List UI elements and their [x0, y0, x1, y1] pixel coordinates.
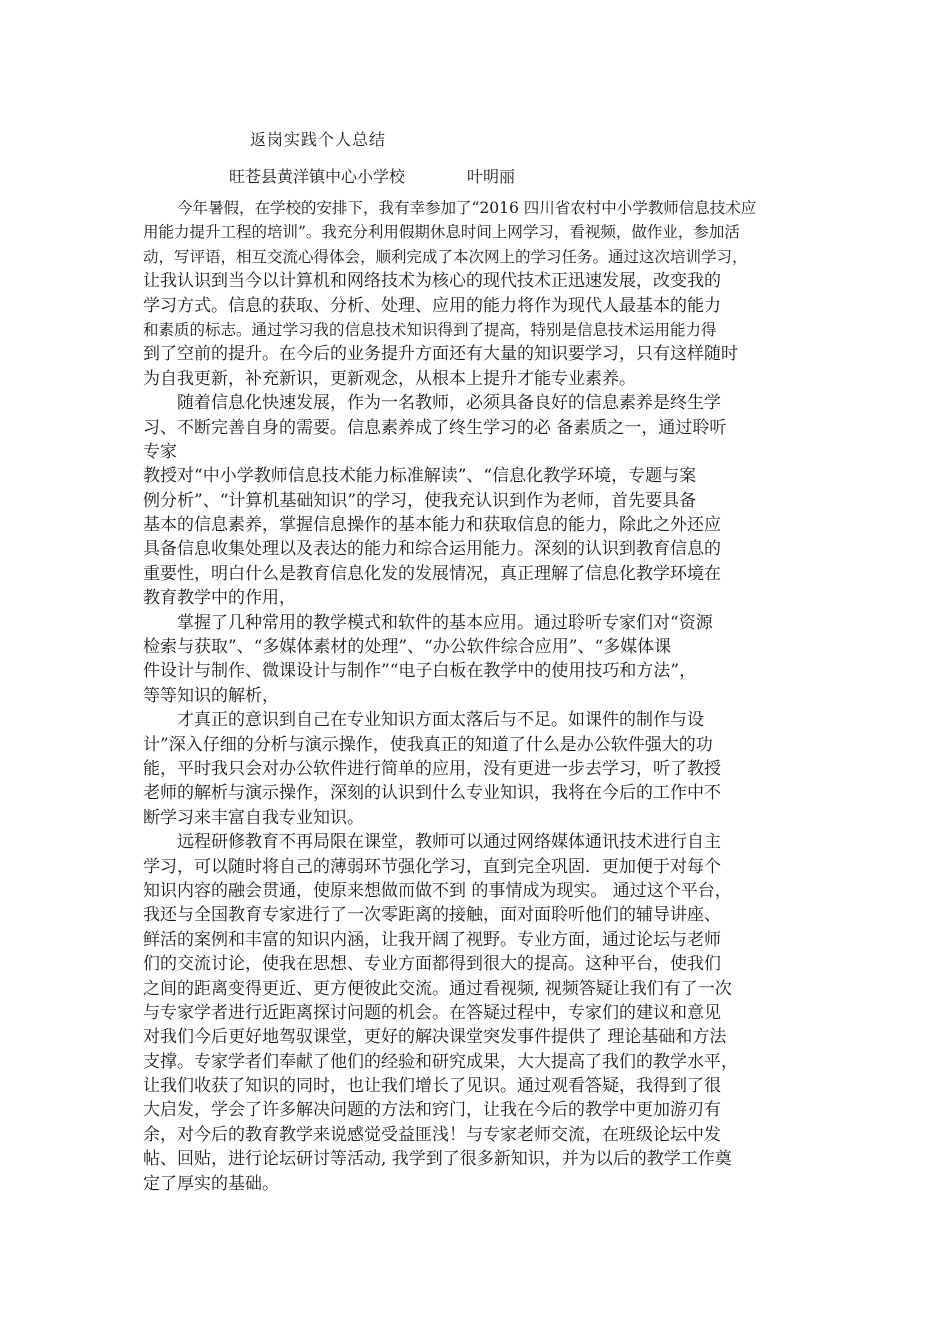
- text-line: 支撑。专家学者们奉献了他们的经验和研究成果，大大提高了我们的教学水平，: [143, 1051, 738, 1072]
- text-line: 学习，可以随时将自己的薄弱环节强化学习，直到完全巩固．更加便于对每个: [143, 856, 721, 877]
- text-line: 等等知识的解析，: [143, 685, 279, 706]
- text-line: 专家: [143, 441, 177, 462]
- text-line: 远程研修教育不再局限在课堂，教师可以通过网络媒体通讯技术进行自主: [177, 832, 721, 853]
- school-name: 旺苍县黄洋镇中心小学校: [229, 167, 406, 186]
- text-line: 才真正的意识到自己在专业知识方面太落后与不足。如课件的制作与设: [177, 710, 704, 731]
- text-line: 检索与获取”、“多媒体素材的处理”、“办公软件综合应用”、“多媒体课: [143, 637, 672, 658]
- text-line: 今年暑假，在学校的安排下，我有幸参加了“2016 四川省农村中小学教师信息技术应: [177, 199, 757, 217]
- text-line: 对我们今后更好地驾驭课堂，更好的解决课堂突发事件提供了 理论基础和方法: [143, 1027, 727, 1048]
- text-line: 为自我更新，补充新识，更新观念，从根本上提升才能专业素养。: [143, 368, 636, 389]
- document-title: 返岗实践个人总结: [250, 130, 387, 149]
- text-line: 随着信息化快速发展，作为一名教师，必须具备良好的信息素养是终生学: [177, 393, 721, 414]
- text-line: 大启发，学会了许多解决问题的方法和窍门，让我在今后的教学中更加游刃有: [143, 1100, 721, 1121]
- text-line: 让我们收获了知识的同时，也让我们增长了见识。通过观看答疑，我得到了很: [143, 1076, 721, 1097]
- text-line: 学习方式。信息的获取、分析、处理、应用的能力将作为现代人最基本的能力: [143, 295, 721, 316]
- author-name: 叶明丽: [467, 167, 516, 186]
- text-line: 鲜活的案例和丰富的知识内涵，让我开阔了视野。专业方面，通过论坛与老师: [143, 929, 721, 950]
- text-line: 到了空前的提升。在今后的业务提升方面还有大量的知识要学习，只有这样随时: [143, 344, 738, 365]
- text-line: 余，对今后的教育教学来说感觉受益匪浅！与专家老师交流，在班级论坛中发: [143, 1124, 721, 1145]
- text-line: 们的交流讨论，使我在思想、专业方面都得到很大的提高。这种平台，使我们: [143, 954, 721, 975]
- text-line: 具备信息收集处理以及表达的能力和综合运用能力。深刻的认识到教育信息的: [143, 539, 721, 560]
- text-line: 能，平时我只会对办公软件进行简单的应用，没有更进一步去学习，听了教授: [143, 758, 721, 779]
- text-line: 教育教学中的作用，: [143, 588, 296, 609]
- text-line: 教授对“中小学教师信息技术能力标准解读”、“信息化教学环境，专题与案: [143, 466, 697, 487]
- text-line: 断学习来丰富自我专业知识。: [143, 807, 364, 828]
- text-line: 让我认识到当今以计算机和网络技术为核心的现代技术正迅速发展，改变我的: [143, 271, 721, 292]
- text-line: 计”深入仔细的分析与演示操作，使我真正的知道了什么是办公软件强大的功: [143, 734, 713, 755]
- text-line: 定了厚实的基础。: [143, 1173, 279, 1194]
- text-line: 重要性，明白什么是教育信息化发的发展情况，真正理解了信息化教学环境在: [143, 563, 721, 584]
- text-line: 基本的信息素养，掌握信息操作的基本能力和获取信息的能力，除此之外还应: [143, 515, 721, 536]
- text-line: 之间的距离变得更近、更方便彼此交流。通过看视频, 视频答疑让我们有了一次: [143, 978, 732, 999]
- text-line: 与专家学者进行近距离探讨问题的机会。在答疑过程中，专家们的建议和意见: [143, 1002, 721, 1023]
- text-line: 动，写评语，相互交流心得体会，顺利完成了本次网上的学习任务。通过这次培训学习，: [143, 247, 748, 266]
- text-line: 件设计与制作、微课设计与制作”“电子白板在教学中的使用技巧和方法”，: [143, 661, 697, 682]
- text-line: 和素质的标志。通过学习我的信息技术知识得到了提高，特别是信息技术运用能力得: [143, 320, 717, 339]
- byline: [229, 164, 515, 187]
- text-line: 掌握了几种常用的教学模式和软件的基本应用。通过聆听专家们对“资源: [177, 612, 713, 633]
- text-line: 用能力提升工程的培训”。我充分利用假期休息时间上网学习，看视频，做作业，参加活: [143, 223, 740, 242]
- text-line: 我还与全国教育专家进行了一次零距离的接触，面对面聆听他们的辅导讲座、: [143, 905, 721, 926]
- text-line: 知识内容的融会贯通，使原来想做而做不到 的事情成为现实。 通过这个平台，: [143, 880, 732, 901]
- text-line: 老师的解析与演示操作，深刻的认识到什么专业知识，我将在今后的工作中不: [143, 783, 721, 804]
- body-text: [143, 196, 813, 1196]
- text-line: 习、不断完善自身的需要。信息素养成了终生学习的必 备素质之一，通过聆听: [143, 417, 727, 438]
- text-line: 帖、回贴，进行论坛研讨等活动, 我学到了很多新知识，并为以后的教学工作奠: [143, 1149, 732, 1170]
- text-line: 例分析”、“计算机基础知识”的学习，使我充认识到作为老师，首先要具备: [143, 490, 697, 511]
